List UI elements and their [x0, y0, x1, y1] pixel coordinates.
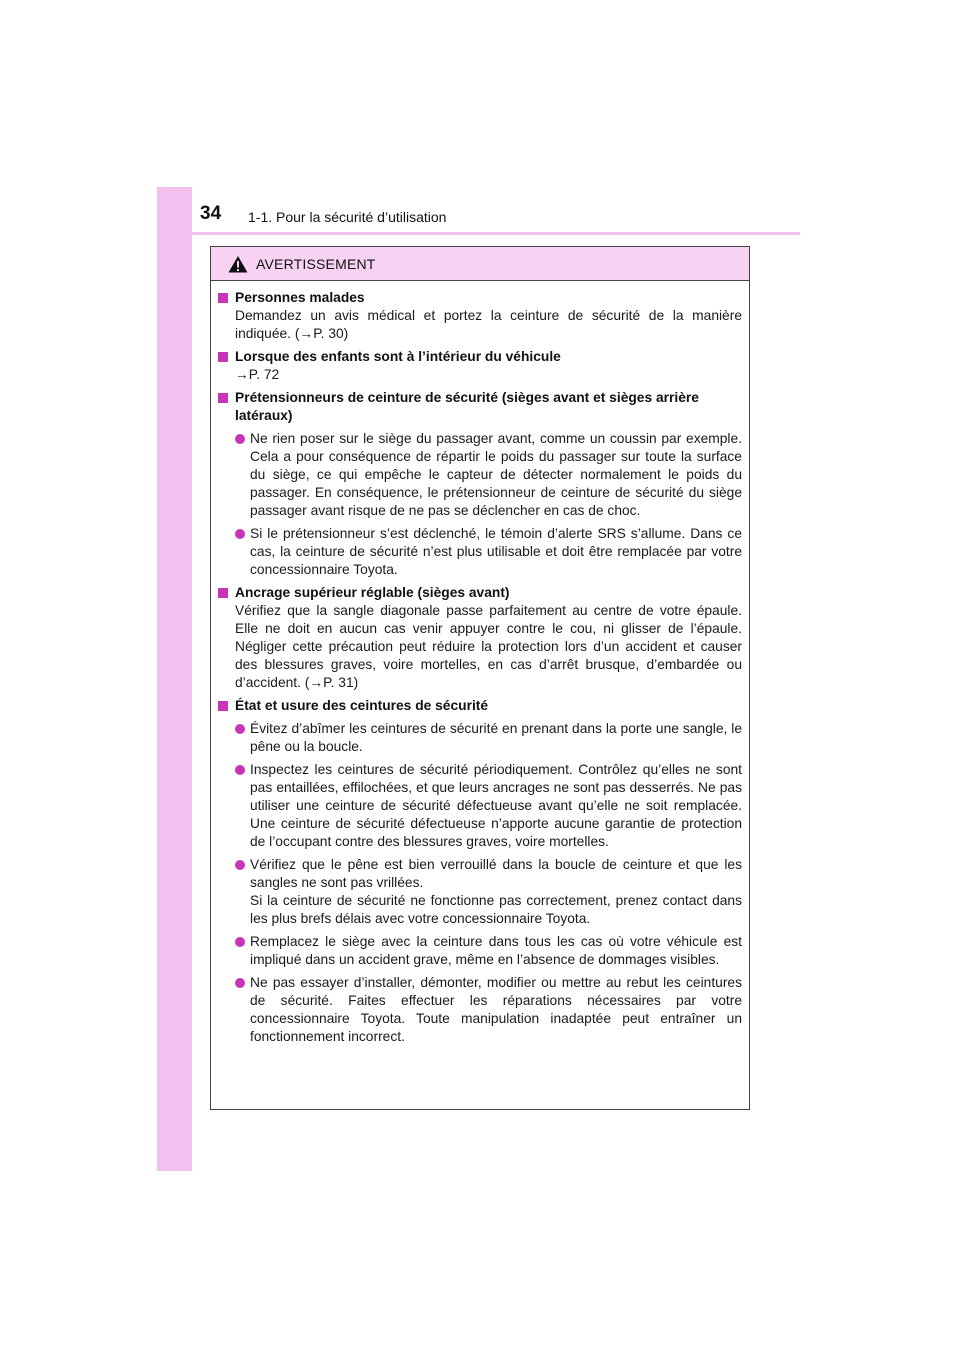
section-title: 1-1. Pour la sécurité d’utilisation: [248, 209, 447, 225]
round-bullet-icon: [235, 434, 245, 444]
bullet-item: Vérifiez que le pêne est bien verrouillé dans la boucle de ceinture et que les sangles ne sont pas vrillées. Si la ceinture de sécurité ne fonctionne pas correctement, prenez contact dans les plus brefs délais avec votre concessionnaire Toyota.: [235, 856, 742, 928]
section-heading: Personnes malades: [218, 289, 742, 307]
bullet-item: Évitez d’abîmer les ceintures de sécurité en prenant dans la porte une sangle, le pêne ou la boucle.: [235, 720, 742, 756]
warning-triangle-icon: [228, 255, 248, 273]
section-heading: État et usure des ceintures de sécurité: [218, 697, 742, 715]
warning-header: [211, 247, 749, 281]
warning-box: [210, 246, 750, 1110]
round-bullet-icon: [235, 529, 245, 539]
section-heading: Ancrage supérieur réglable (sièges avant): [218, 584, 742, 602]
square-bullet-icon: [218, 393, 228, 403]
page-number: 34: [200, 203, 222, 224]
section-text: →P. 72: [235, 367, 280, 382]
round-bullet-icon: [235, 860, 245, 870]
square-bullet-icon: [218, 293, 228, 303]
bullet-item: Ne rien poser sur le siège du passager avant, comme un coussin par exemple. Cela a pour conséquence de répartir le poids du passager sur toute la surface du siège, ce qui empêche le capteur de détecter normalement le poids du passager. En conséquence, le prétensionneur de ceinture de sécurité du siège passager avant risque de ne pas se déclencher en cas de choc.: [235, 430, 742, 520]
square-bullet-icon: [218, 701, 228, 711]
round-bullet-icon: [235, 724, 245, 734]
section-heading: Lorsque des enfants sont à l’intérieur du véhicule: [218, 348, 742, 366]
round-bullet-icon: [235, 765, 245, 775]
section-text: Demandez un avis médical et portez la ceinture de sécurité de la manière indiquée. (→P. 30): [235, 308, 742, 341]
square-bullet-icon: [218, 352, 228, 362]
bullet-item: Inspectez les ceintures de sécurité périodiquement. Contrôlez qu’elles ne sont pas entaillées, effilochées, et que leurs ancrages ne sont pas desserrés. Ne pas utiliser une ceinture de sécurité défectueuse avant qu’elle ne soit remplacée. Une ceinture de sécurité défectueuse n’apporte aucune garantie de protection de l’occupant contre des blessures graves, voire mortelles.: [235, 761, 742, 851]
round-bullet-icon: [235, 937, 245, 947]
side-tab-strip: [157, 187, 192, 1171]
section-heading: Prétensionneurs de ceinture de sécurité (sièges avant et sièges arrière latéraux): [218, 389, 742, 425]
square-bullet-icon: [218, 588, 228, 598]
bullet-item: Remplacez le siège avec la ceinture dans tous les cas où votre véhicule est impliqué dans un accident grave, même en l’absence de dommages visibles.: [235, 933, 742, 969]
warning-content: [211, 281, 749, 1046]
warning-title: AVERTISSEMENT: [256, 255, 376, 272]
round-bullet-icon: [235, 978, 245, 988]
bullet-item: Ne pas essayer d’installer, démonter, modifier ou mettre au rebut les ceintures de sécurité. Faites effectuer les réparations nécessaires par votre concessionnaire Toyota. Toute manipulation inadaptée peut entraîner un fonctionnement incorrect.: [235, 974, 742, 1046]
bullet-item: Si le prétensionneur s’est déclenché, le témoin d’alerte SRS s’allume. Dans ce cas, la ceinture de sécurité n’est plus utilisable et doit être remplacée par votre concessionnaire Toyota.: [235, 525, 742, 579]
header-divider: [192, 232, 800, 235]
section-text: Vérifiez que la sangle diagonale passe parfaitement au centre de votre épaule. Elle ne doit en aucun cas venir appuyer contre le cou, ni glisser de l’épaule. Négliger cette précaution peut réduire la protection lors d’un accident et causer des blessures graves, voire mortelles, en cas d’arrêt brusque, d’embardée ou d’accident. (→P. 31): [235, 603, 742, 690]
